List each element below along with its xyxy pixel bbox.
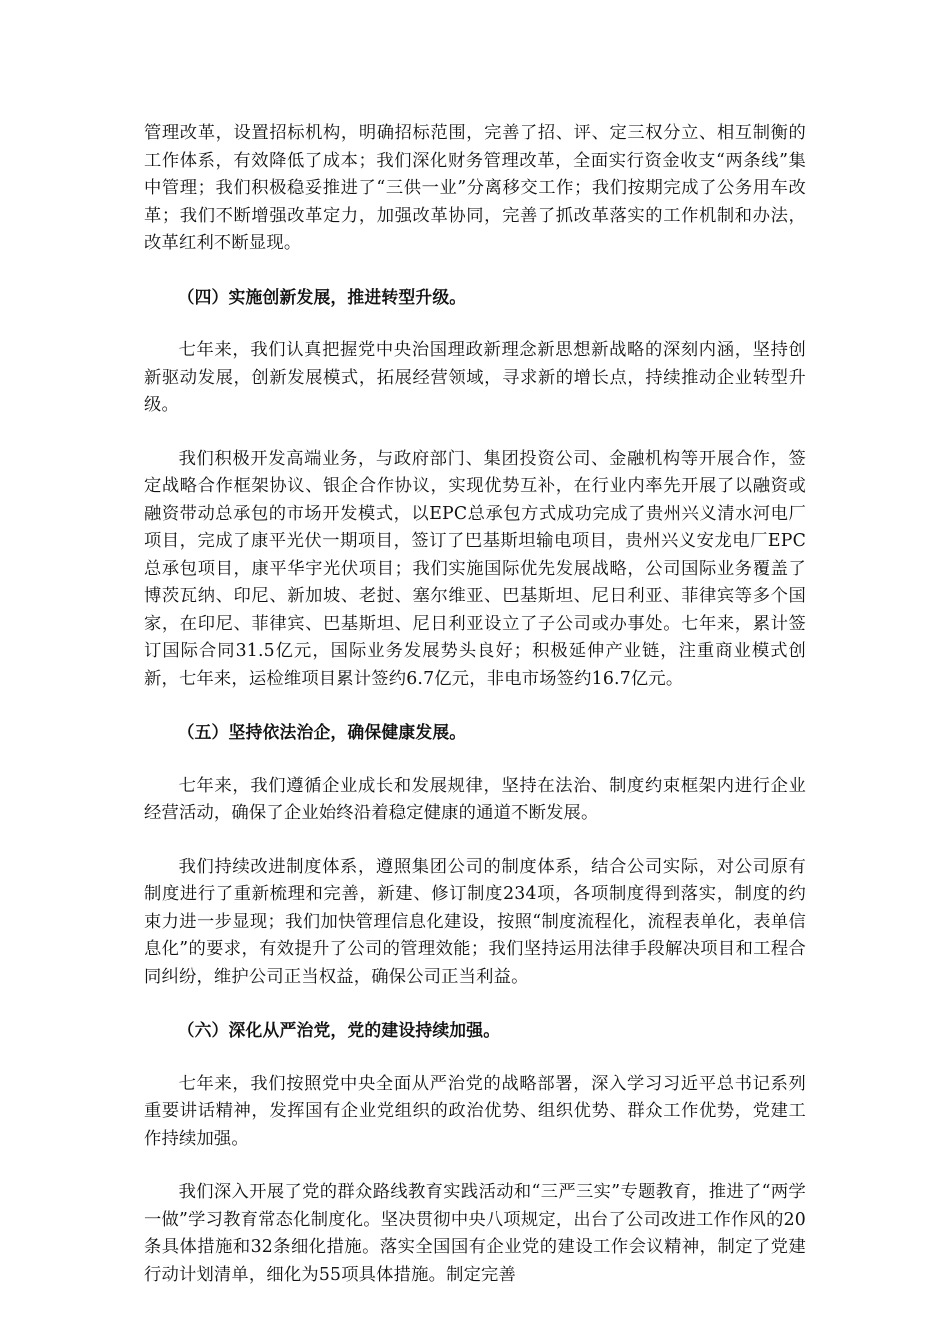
paragraph-rule-of-law-intro: 七年来，我们遵循企业成长和发展规律，坚持在法治、制度约束框架内进行企业经营活动，确保了企业始终沿着稳定健康的通道不断发展。 xyxy=(144,775,806,823)
section-heading-6: （六）深化从严治党，党的建设持续加强。 xyxy=(177,1020,501,1040)
document-page xyxy=(144,120,806,1315)
paragraph-innovation-intro: 七年来，我们认真把握党中央治国理政新理念新思想新战略的深刻内涵，坚持创新驱动发展，创新发展模式，拓展经营领域，寻求新的增长点，持续推动企业转型升级。 xyxy=(144,340,806,415)
paragraph-party-education: 我们深入开展了党的群众路线教育实践活动和“三严三实”专题教育，推进了“两学一做”学习教育常态化制度化。坚决贯彻中央八项规定，出台了公司改进工作作风的20条具体措施和32条细化措施。落实全国国有企业党的建设工作会议精神，制定了党建行动计划清单，细化为55项具体措施。制定完善 xyxy=(144,1182,806,1285)
paragraph-system-improvement: 我们持续改进制度体系，遵照集团公司的制度体系，结合公司实际，对公司原有制度进行了重新梳理和完善，新建、修订制度234项，各项制度得到落实，制度的约束力进一步显现；我们加快管理信息化建设，按照“制度流程化，流程表单化，表单信息化”的要求，有效提升了公司的管理效能；我们坚持运用法律手段解决项目和工程合同纠纷，维护公司正当权益，确保公司正当利益。 xyxy=(144,856,806,987)
section-heading-5: （五）坚持依法治企，确保健康发展。 xyxy=(177,722,467,742)
paragraph-party-building-intro: 七年来，我们按照党中央全面从严治党的战略部署，深入学习习近平总书记系列重要讲话精神，发挥国有企业党组织的政治优势、组织优势、群众工作优势，党建工作持续加强。 xyxy=(144,1073,806,1149)
paragraph-reform-continuation: 管理改革，设置招标机构，明确招标范围，完善了招、评、定三权分立、相互制衡的工作体系，有效降低了成本；我们深化财务管理改革，全面实行资金收支“两条线”集中管理；我们积极稳妥推进了“三供一业”分离移交工作；我们按期完成了公务用车改革；我们不断增强改革定力，加强改革协同，完善了抓改革落实的工作机制和办法，改革红利不断显现。 xyxy=(144,123,806,253)
section-heading-4: （四）实施创新发展，推进转型升级。 xyxy=(177,286,467,307)
paragraph-high-end-business: 我们积极开发高端业务，与政府部门、集团投资公司、金融机构等开展合作，签定战略合作框架协议、银企合作协议，实现优势互补，在行业内率先开展了以融资或融资带动总承包的市场开发模式，以EPC总承包方式成功完成了贵州兴义清水河电厂项目，完成了康平光伏一期项目，签订了巴基斯坦输电项目，贵州兴义安龙电厂EPC总承包项目，康平华宇光伏项目；我们实施国际优先发展战略，公司国际业务覆盖了博茨瓦纳、印尼、新加坡、老挝、塞尔维亚、巴基斯坦、尼日利亚、菲律宾等多个国家，在印尼、菲律宾、巴基斯坦、尼日利亚设立了子公司或办事处。七年来，累计签订国际合同31.5亿元，国际业务发展势头良好；积极延伸产业链，注重商业模式创新，七年来，运检维项目累计签约6.7亿元，非电市场签约16.7亿元。 xyxy=(144,448,806,689)
